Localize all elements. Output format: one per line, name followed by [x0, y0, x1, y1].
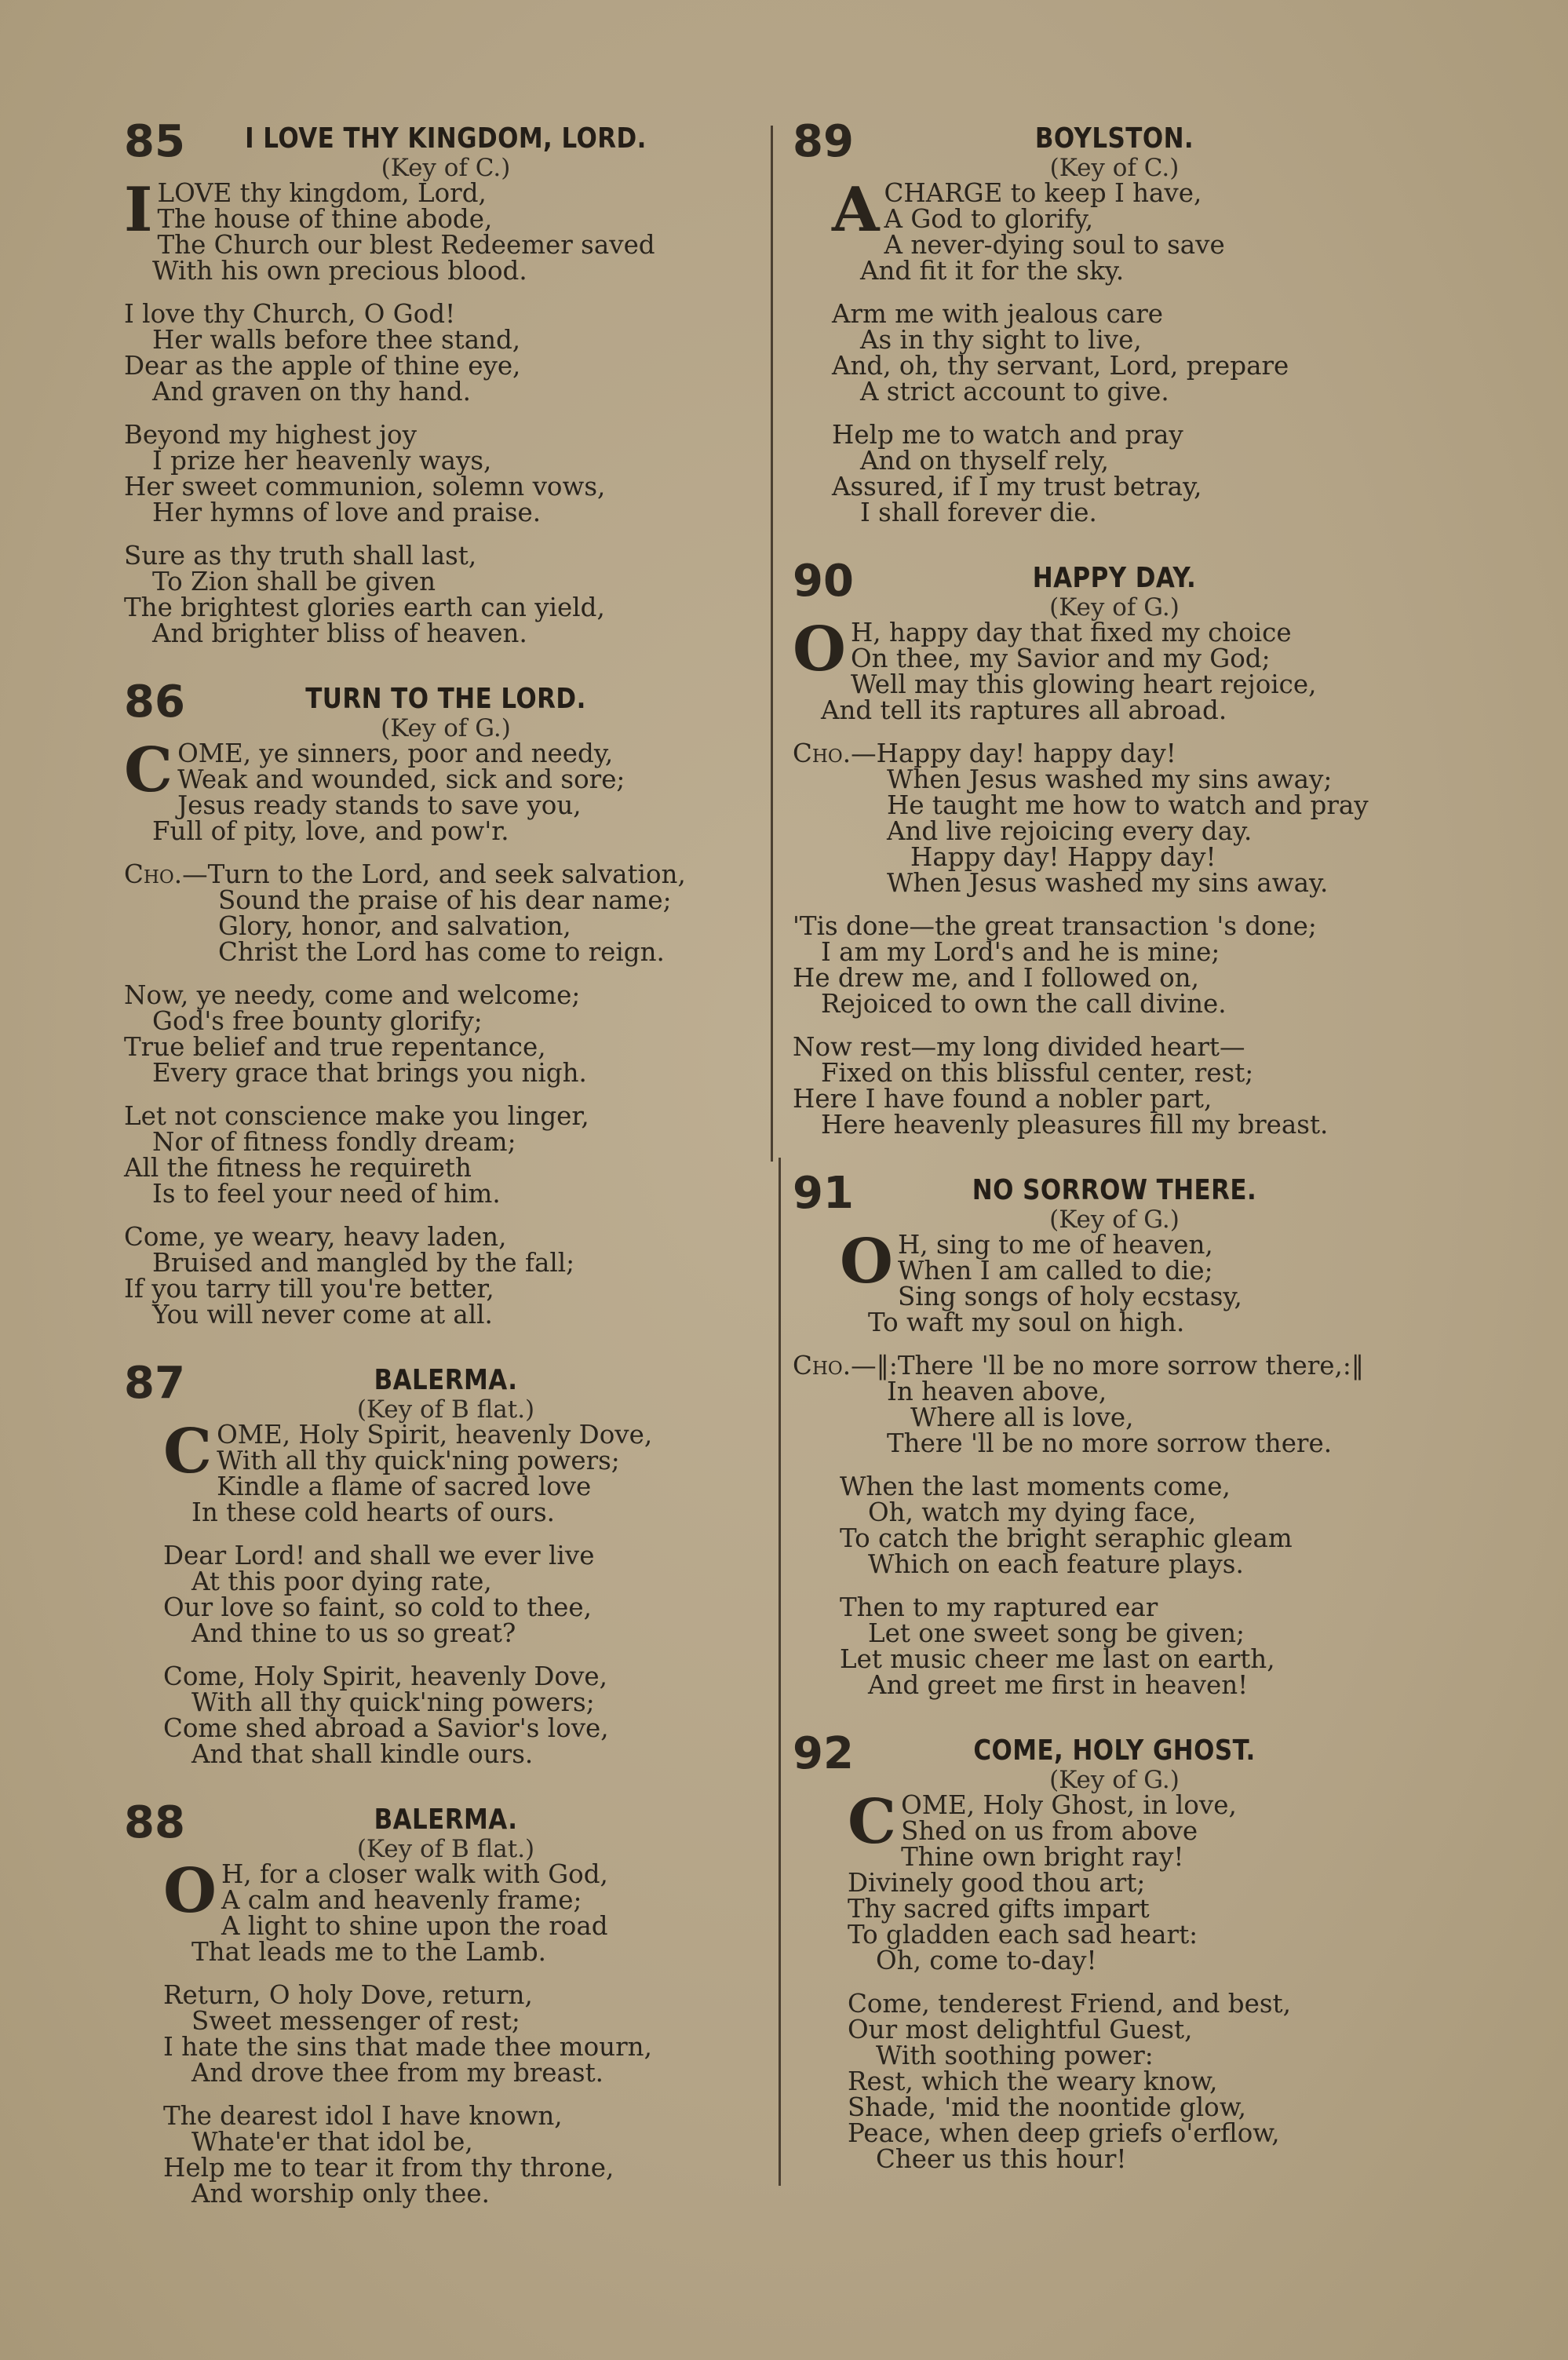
column-divider-lower — [779, 1158, 781, 2186]
verse-line: Thine own bright ray! — [901, 1842, 1184, 1872]
verse-line: Come, ye weary, heavy laden, — [124, 1222, 507, 1252]
hymn-title: TURN TO THE LORD. — [305, 683, 586, 715]
hymn-key: (Key of G.) — [1049, 1206, 1180, 1234]
verse-line: Weak and wounded, sick and sore; — [177, 764, 625, 794]
stanza — [840, 1226, 1436, 1337]
stanza — [832, 422, 1436, 526]
verse-line: I am my Lord's and he is mine; — [821, 937, 1220, 967]
hymn-number: 89 — [793, 116, 854, 167]
verse-line: Beyond my highest joy — [124, 420, 417, 450]
stanza — [832, 174, 1436, 286]
verse-line: Our most delightful Guest, — [848, 2015, 1193, 2044]
drop-cap: O — [840, 1226, 893, 1297]
verse-line: Oh, watch my dying face, — [868, 1497, 1197, 1527]
verse-line: As in thy sight to live, — [860, 325, 1142, 355]
verse-line: Help me to tear it from thy throne, — [163, 2153, 614, 2183]
hymn-92 — [793, 1722, 1436, 2172]
hymn-title: BOYLSTON. — [1034, 122, 1194, 155]
chorus-line: He taught me how to watch and pray — [887, 790, 1369, 820]
hymn-body — [124, 1416, 768, 1769]
verse-line: Divinely good thou art; — [848, 1868, 1146, 1898]
chorus-text: —‖:There 'll be no more sorrow there,:‖ — [851, 1351, 1365, 1381]
chorus — [793, 1353, 1436, 1457]
verse-line: Peace, when deep griefs o'erflow, — [848, 2118, 1280, 2148]
verse-line: A light to shine upon the road — [221, 1911, 608, 1941]
verse-line: And thine to us so great? — [191, 1618, 516, 1648]
hymn-body — [124, 174, 768, 648]
verse-line: On thee, my Savior and my God; — [850, 644, 1271, 673]
hymn-header — [124, 110, 768, 181]
verse-line: Whate'er that idol be, — [191, 2127, 473, 2157]
stanza — [163, 2103, 768, 2207]
verse-line: Jesus ready stands to save you, — [177, 790, 582, 820]
verse-line: He drew me, and I followed on, — [793, 963, 1199, 993]
verse-line: To Zion shall be given — [152, 567, 436, 596]
chorus — [793, 741, 1436, 896]
verse-line: That leads me to the Lamb. — [191, 1937, 547, 1967]
chorus-line: When Jesus washed my sins away; — [887, 764, 1333, 794]
column-divider-upper — [771, 126, 773, 1162]
verse-line: Sure as thy truth shall last, — [124, 541, 477, 571]
stanza — [124, 1103, 768, 1207]
chorus-text: —Turn to the Lord, and seek salvation, — [182, 859, 686, 889]
chorus-label: Cho. — [793, 739, 851, 768]
verse-line: Fixed on this blissful center, rest; — [821, 1058, 1254, 1088]
verse-line: Nor of fitness fondly dream; — [152, 1127, 516, 1157]
stanza — [163, 1661, 768, 1769]
verse-line: The dearest idol I have known, — [163, 2101, 563, 2131]
verse-line: H, for a closer walk with God, — [221, 1859, 608, 1889]
hymn-key: (Key of G.) — [381, 714, 511, 742]
chorus-line: And live rejoicing every day. — [887, 816, 1253, 846]
drop-cap: A — [832, 174, 880, 246]
verse-line: Now rest—my long divided heart— — [793, 1032, 1245, 1062]
verse-line: OME, Holy Spirit, heavenly Dove, — [217, 1420, 653, 1450]
verse-line: Bruised and mangled by the fall; — [152, 1248, 575, 1278]
chorus-line — [124, 859, 768, 889]
verse-line: Dear Lord! and shall we ever live — [163, 1541, 595, 1570]
hymn-key: (Key of B flat.) — [356, 1395, 535, 1424]
verse-line: With all thy quick'ning powers; — [191, 1687, 595, 1717]
verse-line: True belief and true repentance, — [124, 1032, 546, 1062]
hymn-body — [124, 1855, 768, 2209]
verse-line: With all thy quick'ning powers; — [217, 1446, 620, 1475]
verse-line: You will never come at all. — [152, 1300, 493, 1330]
chorus-line — [793, 741, 1436, 767]
verse-line: Her sweet communion, solemn vows, — [124, 472, 606, 502]
verse-line: When I am called to die; — [897, 1256, 1213, 1286]
verse-line: And tell its raptures all abroad. — [821, 695, 1227, 725]
hymn-key: (Key of C.) — [381, 154, 511, 182]
stanza — [163, 1982, 768, 2086]
verse-line: Her hymns of love and praise. — [152, 498, 542, 527]
stanza — [124, 543, 768, 647]
hymn-header — [124, 670, 768, 741]
verse-line: LOVE thy kingdom, Lord, — [157, 178, 487, 208]
verse-line: A strict account to give. — [860, 377, 1169, 407]
drop-cap: O — [793, 614, 846, 685]
hymn-number: 92 — [793, 1728, 854, 1779]
verse-line: Shade, 'mid the noontide glow, — [848, 2092, 1246, 2122]
drop-cap: I — [124, 174, 153, 246]
verse-line: Help me to watch and pray — [832, 420, 1183, 450]
chorus — [124, 859, 768, 967]
verse-line: A calm and heavenly frame; — [221, 1885, 582, 1915]
hymn-87 — [124, 1351, 768, 1767]
verse-line: And on thyself rely, — [860, 446, 1109, 476]
verse-line: A never-dying soul to save — [884, 230, 1225, 260]
drop-cap: C — [848, 1786, 897, 1858]
chorus-line: Happy day! Happy day! — [910, 842, 1216, 872]
verse-line: At this poor dying rate, — [191, 1567, 492, 1596]
hymn-header — [793, 110, 1436, 181]
hymn-body — [793, 1226, 1436, 1700]
right-column — [793, 110, 1436, 2196]
verse-line: A God to glorify, — [884, 204, 1094, 234]
hymn-title: BALERMA. — [374, 1804, 518, 1836]
verse-line: Which on each feature plays. — [868, 1549, 1244, 1579]
hymn-90 — [793, 549, 1436, 1138]
verse-line: The brightest glories earth can yield, — [124, 593, 605, 622]
verse-line: And that shall kindle ours. — [191, 1739, 534, 1769]
hymn-header — [793, 1722, 1436, 1793]
verse-line: Let one sweet song be given; — [868, 1618, 1245, 1648]
verse-line: When the last moments come, — [840, 1472, 1231, 1501]
chorus-line: In heaven above, — [887, 1377, 1107, 1406]
verse-line: The Church our blest Redeemer saved — [157, 230, 655, 260]
hymn-number: 85 — [124, 116, 185, 167]
stanza — [163, 1543, 768, 1647]
hymn-89 — [793, 110, 1436, 526]
verse-line: With soothing power: — [876, 2041, 1154, 2070]
verse-line: Cheer us this hour! — [876, 2144, 1127, 2174]
stanza — [124, 301, 768, 405]
hymn-number: 90 — [793, 556, 854, 607]
hymn-header — [793, 549, 1436, 620]
verse-line: Let music cheer me last on earth, — [840, 1644, 1275, 1674]
chorus-line: When Jesus washed my sins away. — [887, 868, 1329, 898]
stanza — [124, 735, 768, 846]
hymn-body — [793, 174, 1436, 527]
verse-line: And greet me first in heaven! — [868, 1670, 1249, 1700]
verse-line: Well may this glowing heart rejoice, — [850, 669, 1317, 699]
verse-line: Return, O holy Dove, return, — [163, 1980, 533, 2010]
verse-line: In these cold hearts of ours. — [191, 1497, 555, 1527]
stanza — [124, 980, 768, 1088]
verse-line: And drove thee from my breast. — [191, 2058, 603, 2088]
hymn-title: BALERMA. — [374, 1364, 518, 1396]
verse-line: Then to my raptured ear — [840, 1592, 1158, 1622]
chorus-label: Cho. — [124, 859, 183, 889]
verse-line: Shed on us from above — [901, 1816, 1198, 1846]
stanza — [793, 911, 1436, 1019]
chorus-label: Cho. — [793, 1351, 851, 1381]
hymn-body — [124, 735, 768, 1330]
stanza — [848, 1786, 1436, 1975]
stanza — [793, 614, 1436, 725]
hymn-body — [793, 614, 1436, 1140]
drop-cap: C — [124, 735, 173, 806]
verse-line: Thy sacred gifts impart — [848, 1894, 1150, 1924]
verse-line: Here I have found a nobler part, — [793, 1084, 1212, 1114]
verse-line: Rest, which the weary know, — [848, 2066, 1218, 2096]
hymn-title: NO SORROW THERE. — [972, 1174, 1257, 1206]
stanza — [124, 422, 768, 526]
verse-line: Sweet messenger of rest; — [191, 2006, 520, 2036]
stanza — [848, 1991, 1436, 2172]
hymn-number: 87 — [124, 1358, 185, 1409]
verse-line: And, oh, thy servant, Lord, prepare — [832, 351, 1289, 381]
verse-line: With his own precious blood. — [152, 256, 527, 286]
hymn-key: (Key of B flat.) — [356, 1835, 535, 1863]
verse-line: Full of pity, love, and pow'r. — [152, 816, 509, 846]
hymn-85 — [124, 110, 768, 647]
hymn-key: (Key of G.) — [1049, 1766, 1180, 1794]
hymn-number: 88 — [124, 1797, 185, 1848]
chorus-line: Glory, honor, and salvation, — [218, 911, 571, 941]
verse-line: Sing songs of holy ecstasy, — [897, 1282, 1242, 1311]
verse-line: Every grace that brings you nigh. — [152, 1058, 587, 1088]
verse-line: H, sing to me of heaven, — [897, 1230, 1213, 1260]
verse-line: Our love so faint, so cold to thee, — [163, 1592, 592, 1622]
verse-line: Here heavenly pleasures fill my breast. — [821, 1110, 1329, 1140]
verse-line: The house of thine abode, — [157, 204, 493, 234]
verse-line: To gladden each sad heart: — [848, 1920, 1198, 1950]
hymn-number: 91 — [793, 1168, 854, 1219]
verse-line: OME, Holy Ghost, in love, — [901, 1790, 1237, 1820]
hymn-88 — [124, 1791, 768, 2207]
chorus-line: There 'll be no more sorrow there. — [887, 1428, 1333, 1458]
drop-cap: C — [163, 1416, 213, 1487]
verse-line: CHARGE to keep I have, — [884, 178, 1202, 208]
verse-line: I hate the sins that made thee mourn, — [163, 2032, 652, 2062]
chorus-line: Sound the praise of his dear name; — [218, 885, 672, 915]
hymn-header — [124, 1791, 768, 1862]
hymn-header — [793, 1162, 1436, 1232]
verse-line: Arm me with jealous care — [832, 299, 1164, 329]
verse-line: I love thy Church, O God! — [124, 299, 456, 329]
hymn-91 — [793, 1162, 1436, 1698]
verse-line: Come, Holy Spirit, heavenly Dove, — [163, 1661, 607, 1691]
verse-line: Kindle a flame of sacred love — [217, 1472, 592, 1501]
verse-line: Let not conscience make you linger, — [124, 1101, 589, 1131]
verse-line: Dear as the apple of thine eye, — [124, 351, 521, 381]
left-column — [124, 110, 768, 2231]
stanza — [832, 301, 1436, 405]
verse-line: 'Tis done—the great transaction 's done; — [793, 911, 1317, 941]
hymn-key: (Key of G.) — [1049, 593, 1180, 622]
drop-cap: O — [163, 1855, 217, 1927]
hymn-title: HAPPY DAY. — [1032, 562, 1197, 594]
verse-line: OME, ye sinners, poor and needy, — [177, 739, 614, 768]
hymn-title: I LOVE THY KINGDOM, LORD. — [245, 122, 647, 155]
verse-line: Her walls before thee stand, — [152, 325, 521, 355]
verse-line: I prize her heavenly ways, — [152, 446, 492, 476]
verse-line: Assured, if I my trust betray, — [832, 472, 1202, 502]
hymn-number: 86 — [124, 677, 185, 728]
verse-line: And graven on thy hand. — [152, 377, 471, 407]
stanza — [163, 1416, 768, 1527]
verse-line: Oh, come to-day! — [876, 1946, 1097, 1975]
stanza — [840, 1474, 1436, 1578]
verse-line: God's free bounty glorify; — [152, 1006, 483, 1036]
hymn-header — [124, 1351, 768, 1422]
verse-line: Rejoiced to own the call divine. — [821, 989, 1227, 1019]
verse-line: All the fitness he requireth — [124, 1153, 472, 1183]
verse-line: To catch the bright seraphic gleam — [840, 1523, 1293, 1553]
verse-line: And brighter bliss of heaven. — [152, 618, 527, 648]
chorus-line: Christ the Lord has come to reign. — [218, 937, 665, 967]
hymn-86 — [124, 670, 768, 1328]
verse-line: To waft my soul on high. — [868, 1308, 1185, 1337]
stanza — [793, 1034, 1436, 1138]
verse-line: And fit it for the sky. — [860, 256, 1125, 286]
verse-line: Now, ye needy, come and welcome; — [124, 980, 581, 1010]
hymn-body — [793, 1786, 1436, 2174]
verse-line: I shall forever die. — [860, 498, 1097, 527]
hymn-key: (Key of C.) — [1049, 154, 1180, 182]
chorus-line: Where all is love, — [910, 1403, 1134, 1432]
stanza — [124, 1224, 768, 1328]
chorus-text: —Happy day! happy day! — [851, 739, 1176, 768]
verse-line: H, happy day that fixed my choice — [850, 618, 1292, 647]
hymn-title: COME, HOLY GHOST. — [973, 1734, 1256, 1767]
verse-line: And worship only thee. — [191, 2179, 490, 2209]
stanza — [840, 1592, 1436, 1700]
verse-line: Is to feel your need of him. — [152, 1179, 501, 1209]
verse-line: Come shed abroad a Savior's love, — [163, 1713, 609, 1743]
stanza — [163, 1855, 768, 1967]
stanza — [124, 174, 768, 286]
verse-line: Come, tenderest Friend, and best, — [848, 1989, 1291, 2019]
verse-line: If you tarry till you're better, — [124, 1274, 494, 1304]
chorus-line — [793, 1353, 1436, 1379]
